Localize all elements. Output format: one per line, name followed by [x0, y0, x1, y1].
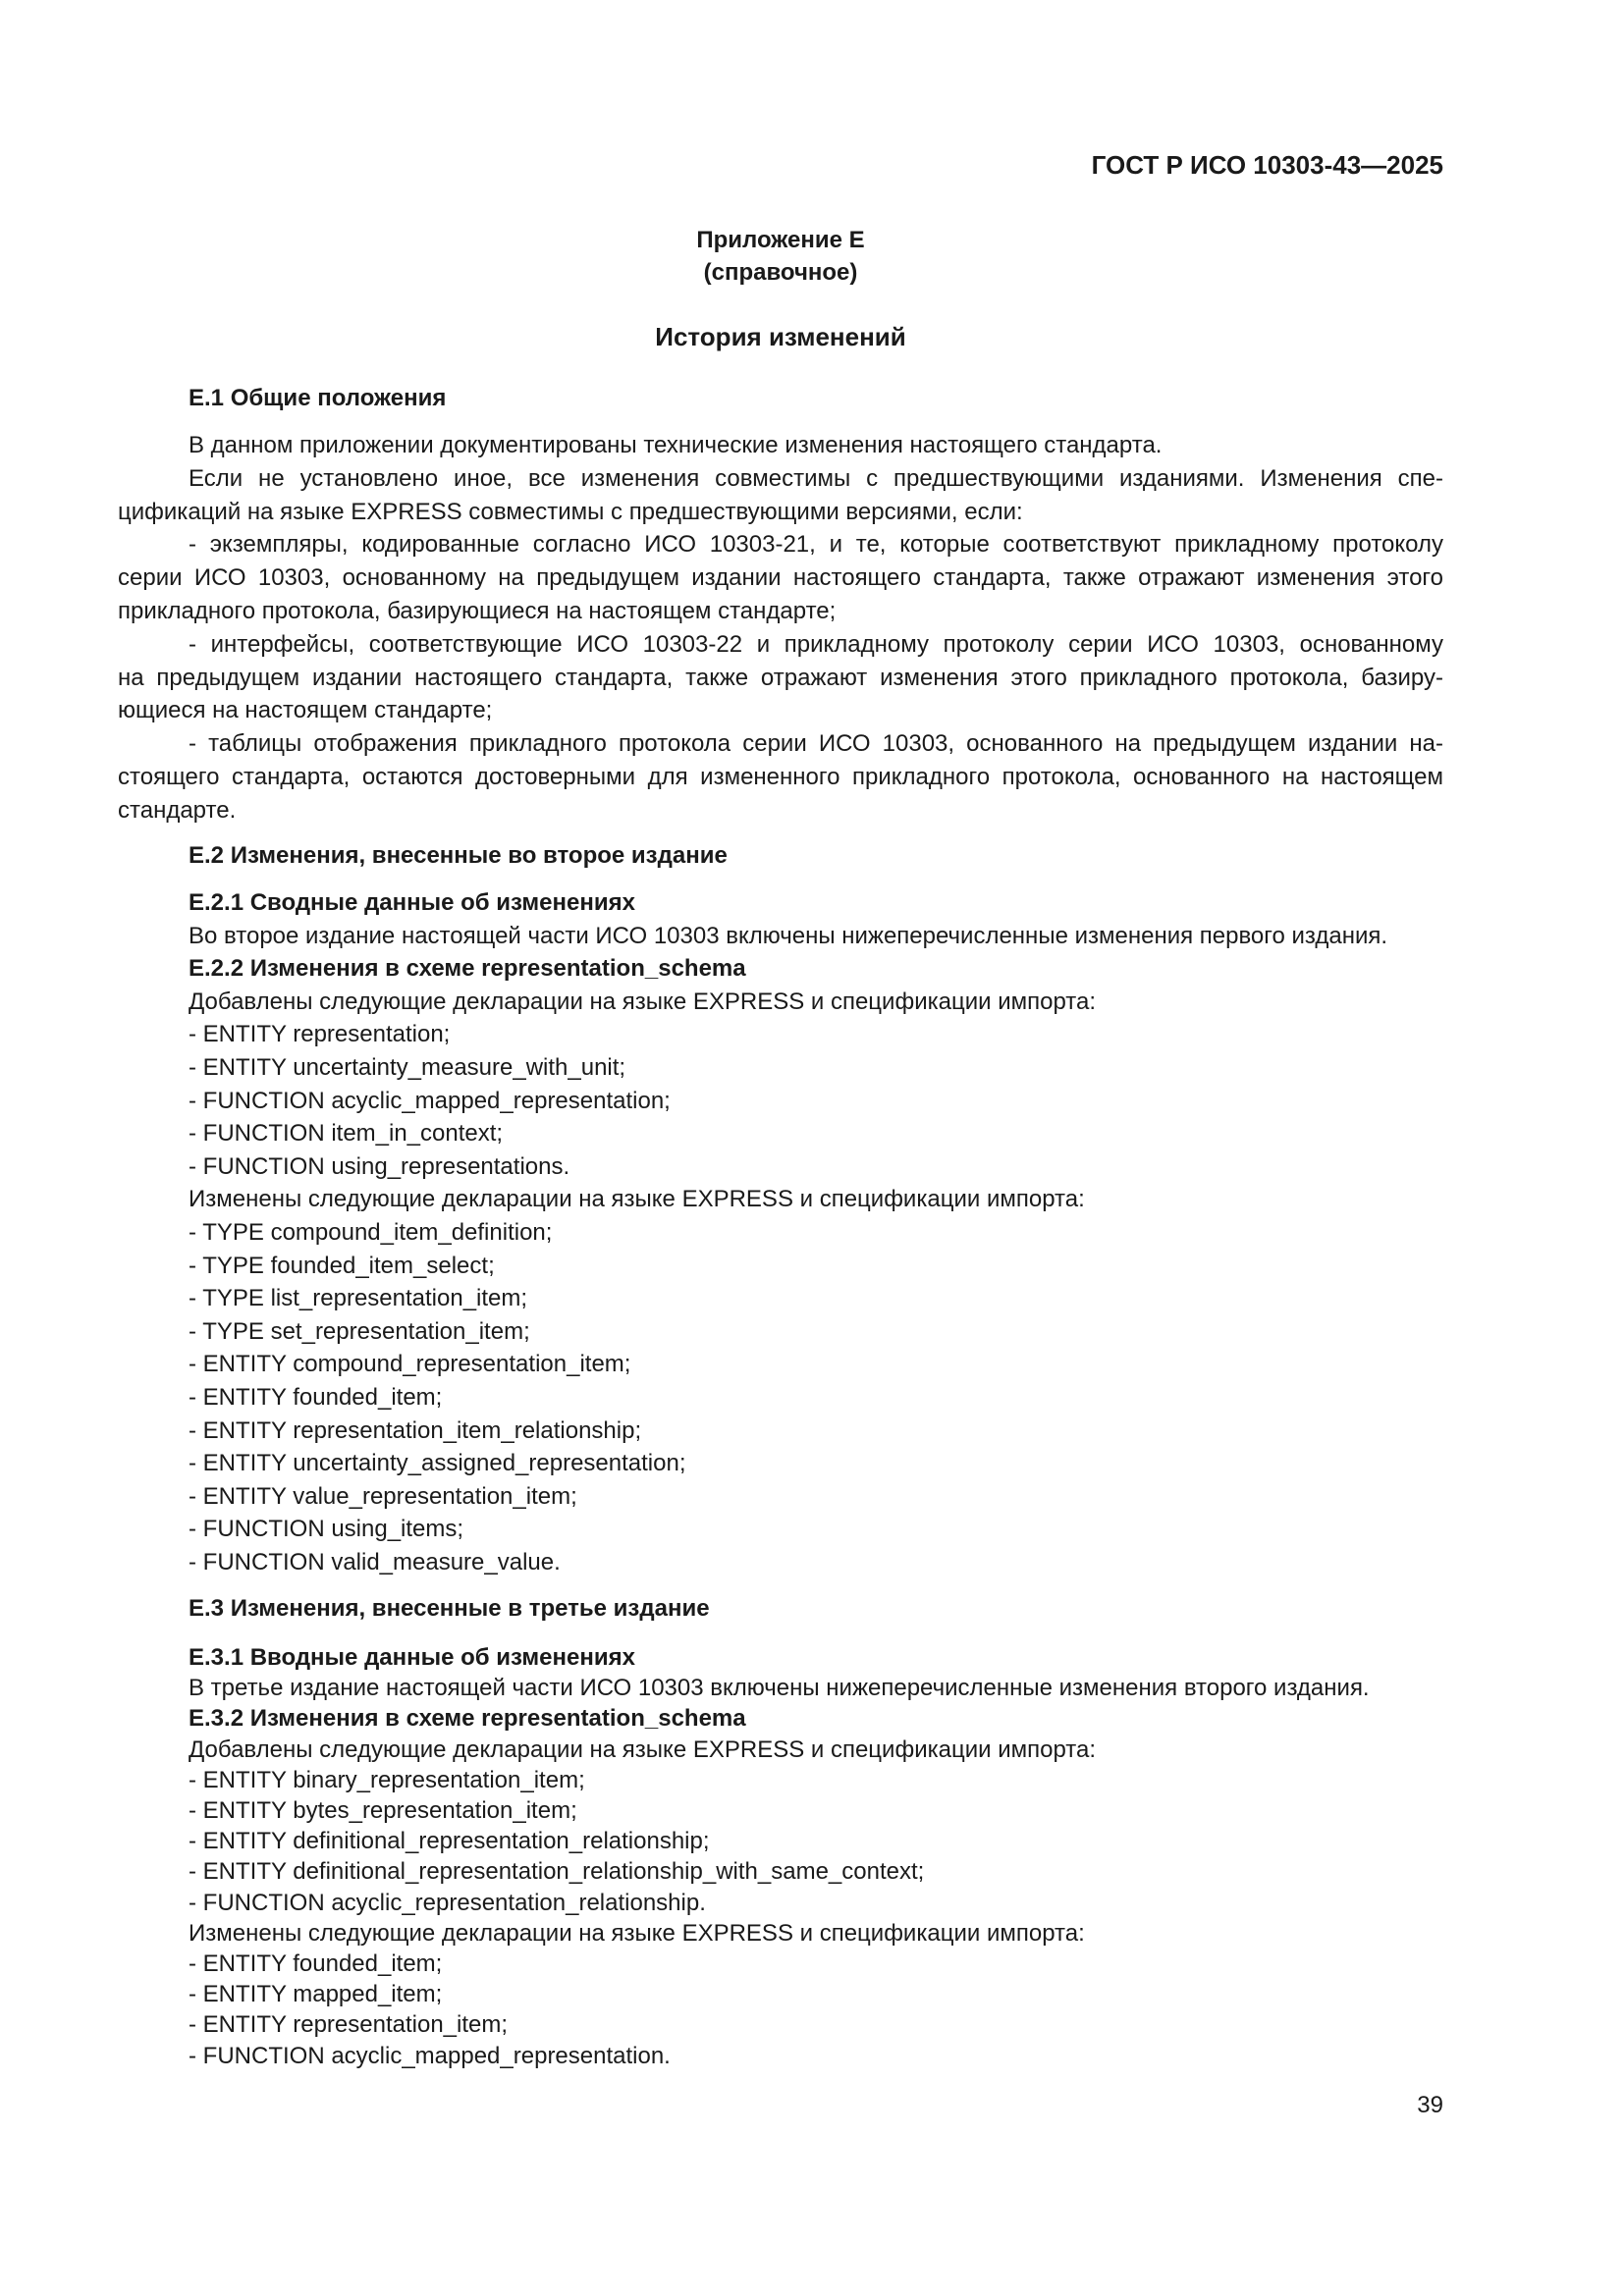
paragraph-line: Изменены следующие декларации на языке EXPRESS и спецификации импорта: [189, 1186, 1085, 1213]
annex-heading: История изменений [655, 322, 906, 351]
list-item: - ENTITY compound_representation_item; [189, 1351, 631, 1378]
list-item: - FUNCTION acyclic_mapped_representation; [189, 1087, 671, 1114]
annex-title: Приложение Е [696, 227, 865, 253]
list-item: - ENTITY definitional_representation_relationship_with_same_context; [189, 1858, 925, 1886]
paragraph-line: Добавлены следующие декларации на языке EXPRESS и спецификации импорта: [189, 1735, 1097, 1763]
paragraph-line: - интерфейсы, соответствующие ИСО 10303-22 и прикладному протоколу серии ИСО 10303, основанному [189, 630, 1443, 658]
list-item: - TYPE compound_item_definition; [189, 1218, 553, 1246]
list-item: - TYPE set_representation_item; [189, 1317, 530, 1345]
paragraph-line: В третье издание настоящей части ИСО 10303 включены нижеперечисленные изменения второго издания. [189, 1675, 1370, 1702]
paragraph-line: - таблицы отображения прикладного протокола серии ИСО 10303, основанного на предыдущем издании на- [189, 730, 1443, 758]
list-item: - ENTITY uncertainty_assigned_representation; [189, 1450, 686, 1477]
list-item: - ENTITY mapped_item; [189, 1981, 443, 2008]
paragraph-line: цификаций на языке EXPRESS совместимы с предшествующими версиями, если: [118, 498, 1023, 525]
list-item: - TYPE list_representation_item; [189, 1285, 528, 1312]
paragraph-line: Добавлены следующие декларации на языке EXPRESS и спецификации импорта: [189, 988, 1097, 1015]
subsection-heading: Е.3.2 Изменения в схеме representation_schema [189, 1705, 746, 1733]
section-e2-heading: Е.2 Изменения, внесенные во второе издание [189, 842, 728, 869]
paragraph-line: Если не установлено иное, все изменения совместимы с предшествующими изданиями. Изменения спе- [189, 464, 1443, 492]
section-e3-body [118, 1642, 1443, 2071]
section-e2-body [118, 886, 1443, 1578]
section-e1-heading: Е.1 Общие положения [189, 385, 447, 411]
paragraph-line: Во второе издание настоящей части ИСО 10303 включены нижеперечисленные изменения первого издания. [189, 922, 1388, 949]
list-item: - ENTITY bytes_representation_item; [189, 1797, 577, 1825]
paragraph-line: Изменены следующие декларации на языке EXPRESS и спецификации импорта: [189, 1919, 1085, 1947]
page-number: 39 [1417, 2092, 1443, 2118]
list-item: - FUNCTION valid_measure_value. [189, 1548, 561, 1575]
list-item: - ENTITY representation; [189, 1021, 451, 1048]
list-item: - FUNCTION acyclic_mapped_representation. [189, 2042, 671, 2069]
document-id: ГОСТ Р ИСО 10303-43—2025 [1091, 150, 1443, 180]
paragraph-line: - экземпляры, кодированные согласно ИСО 10303-21, и те, которые соответствуют прикладному протоколу [189, 531, 1443, 559]
list-item: - ENTITY binary_representation_item; [189, 1766, 585, 1793]
list-item: - TYPE founded_item_select; [189, 1252, 495, 1279]
list-item: - ENTITY definitional_representation_relationship; [189, 1828, 710, 1855]
list-item: - FUNCTION using_items; [189, 1516, 464, 1543]
paragraph-line: В данном приложении документированы технические изменения настоящего стандарта. [189, 432, 1163, 458]
section-e1-body [118, 429, 1443, 828]
list-item: - FUNCTION acyclic_representation_relationship. [189, 1889, 706, 1916]
paragraph-line: стандарте. [118, 796, 237, 824]
list-item: - ENTITY founded_item; [189, 1383, 443, 1411]
paragraph-line: прикладного протокола, базирующиеся на настоящем стандарте; [118, 597, 837, 624]
paragraph-line: стоящего стандарта, остаются достоверными для измененного прикладного протокола, основанного на настоящем [118, 763, 1443, 790]
subsection-heading: Е.2.2 Изменения в схеме representation_schema [189, 955, 746, 983]
paragraph-line: ющиеся на настоящем стандарте; [118, 697, 493, 724]
paragraph-line: на предыдущем издании настоящего стандарта, также отражают изменения этого прикладного протокола, базиру- [118, 664, 1443, 691]
list-item: - ENTITY founded_item; [189, 1950, 443, 1978]
subsection-heading: Е.2.1 Сводные данные об изменениях [189, 889, 635, 916]
annex-type: (справочное) [703, 259, 858, 286]
list-item: - FUNCTION item_in_context; [189, 1120, 504, 1148]
paragraph-line: серии ИСО 10303, основанному на предыдущем издании настоящего стандарта, также отражают изменения этого [118, 564, 1443, 592]
subsection-heading: Е.3.1 Вводные данные об изменениях [189, 1644, 635, 1671]
list-item: - ENTITY representation_item_relationship; [189, 1416, 642, 1444]
list-item: - ENTITY uncertainty_measure_with_unit; [189, 1053, 626, 1081]
section-e3-heading: Е.3 Изменения, внесенные в третье издание [189, 1595, 710, 1622]
list-item: - ENTITY representation_item; [189, 2011, 509, 2039]
list-item: - ENTITY value_representation_item; [189, 1482, 577, 1510]
list-item: - FUNCTION using_representations. [189, 1152, 570, 1180]
